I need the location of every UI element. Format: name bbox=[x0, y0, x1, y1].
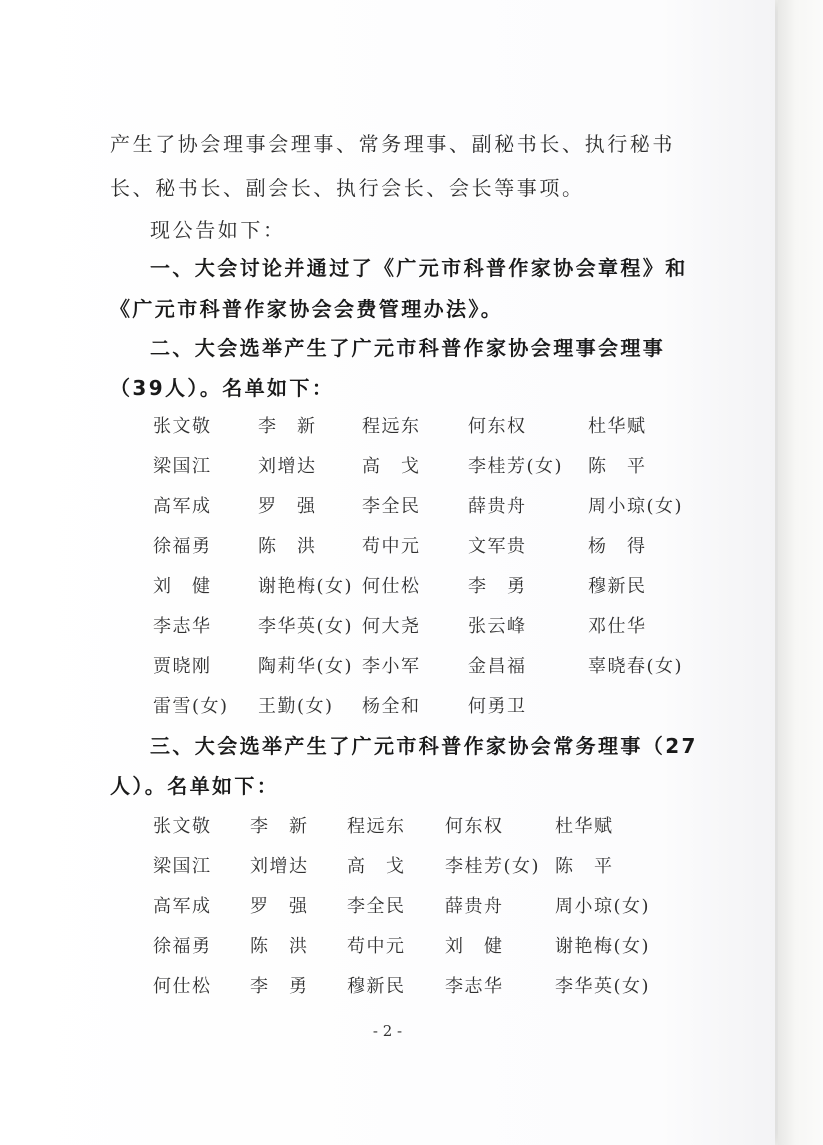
member-name: 高 戈 bbox=[347, 856, 406, 877]
member-name: 李志华 bbox=[445, 976, 504, 997]
section3-heading-line-2: 人）。名单如下： bbox=[110, 774, 280, 798]
member-name: 陈 洪 bbox=[250, 936, 309, 957]
member-name: 杨 得 bbox=[588, 536, 647, 557]
member-name: 金昌福 bbox=[468, 656, 527, 677]
section3-heading-line-1: 三、大会选举产生了广元市科普作家协会常务理事（27 bbox=[150, 734, 698, 758]
member-name: 谢艳梅(女) bbox=[258, 576, 354, 597]
member-name: 程远东 bbox=[362, 416, 421, 437]
member-name: 陈 洪 bbox=[258, 536, 317, 557]
member-name: 张文敬 bbox=[153, 416, 212, 437]
member-name: 陈 平 bbox=[588, 456, 647, 477]
section1-heading-line-1: 一、大会讨论并通过了《广元市科普作家协会章程》和 bbox=[150, 256, 688, 280]
member-name: 徐福勇 bbox=[153, 936, 212, 957]
member-name: 高军成 bbox=[153, 496, 212, 517]
member-name: 苟中元 bbox=[347, 936, 406, 957]
section2-heading-line-2: （39人）。名单如下： bbox=[110, 376, 335, 400]
member-name: 梁国江 bbox=[153, 856, 212, 877]
section1-heading-line-2: 《广元市科普作家协会会费管理办法》。 bbox=[110, 297, 504, 321]
member-name: 李全民 bbox=[347, 896, 406, 917]
member-name: 李小军 bbox=[362, 656, 421, 677]
member-name: 薛贵舟 bbox=[445, 896, 504, 917]
member-name: 罗 强 bbox=[258, 496, 317, 517]
member-name: 刘 健 bbox=[153, 576, 212, 597]
member-name: 周小琼(女) bbox=[555, 896, 651, 917]
member-name: 李桂芳(女) bbox=[445, 856, 541, 877]
member-name: 李 新 bbox=[258, 416, 317, 437]
member-name: 辜晓春(女) bbox=[588, 656, 684, 677]
member-name: 李 新 bbox=[250, 816, 309, 837]
member-name: 雷雪(女) bbox=[153, 696, 229, 717]
member-name: 穆新民 bbox=[588, 576, 647, 597]
member-name: 罗 强 bbox=[250, 896, 309, 917]
member-name: 程远东 bbox=[347, 816, 406, 837]
member-name: 杜华赋 bbox=[588, 416, 647, 437]
member-name: 穆新民 bbox=[347, 976, 406, 997]
member-name: 周小琼(女) bbox=[588, 496, 684, 517]
member-name: 薛贵舟 bbox=[468, 496, 527, 517]
member-name: 何仕松 bbox=[153, 976, 212, 997]
section2-heading-line-1: 二、大会选举产生了广元市科普作家协会理事会理事 bbox=[150, 336, 666, 360]
announcement-line: 现公告如下： bbox=[150, 218, 286, 242]
member-name: 李华英(女) bbox=[258, 616, 354, 637]
member-name: 张云峰 bbox=[468, 616, 527, 637]
member-name: 何东权 bbox=[445, 816, 504, 837]
member-name: 杜华赋 bbox=[555, 816, 614, 837]
intro-line-1: 产生了协会理事会理事、常务理事、副秘书长、执行秘书 bbox=[110, 132, 675, 156]
member-name: 何大尧 bbox=[362, 616, 421, 637]
member-name: 何勇卫 bbox=[468, 696, 527, 717]
member-name: 邓仕华 bbox=[588, 616, 647, 637]
member-name: 李华英(女) bbox=[555, 976, 651, 997]
member-name: 刘增达 bbox=[250, 856, 309, 877]
member-name: 何东权 bbox=[468, 416, 527, 437]
member-name: 张文敬 bbox=[153, 816, 212, 837]
member-name: 文军贵 bbox=[468, 536, 527, 557]
member-name: 高军成 bbox=[153, 896, 212, 917]
member-name: 谢艳梅(女) bbox=[555, 936, 651, 957]
member-name: 李 勇 bbox=[250, 976, 309, 997]
member-name: 梁国江 bbox=[153, 456, 212, 477]
member-name: 李全民 bbox=[362, 496, 421, 517]
member-name: 何仕松 bbox=[362, 576, 421, 597]
member-name: 陶莉华(女) bbox=[258, 656, 354, 677]
member-name: 李 勇 bbox=[468, 576, 527, 597]
member-name: 刘 健 bbox=[445, 936, 504, 957]
member-name: 李志华 bbox=[153, 616, 212, 637]
member-name: 苟中元 bbox=[362, 536, 421, 557]
member-name: 刘增达 bbox=[258, 456, 317, 477]
member-name: 徐福勇 bbox=[153, 536, 212, 557]
member-name: 贾晓刚 bbox=[153, 656, 212, 677]
member-name: 陈 平 bbox=[555, 856, 614, 877]
scan-background-edge bbox=[778, 0, 823, 1145]
intro-line-2: 长、秘书长、副会长、执行会长、会长等事项。 bbox=[110, 176, 585, 200]
page-number: - 2 - bbox=[372, 1022, 403, 1040]
member-name: 李桂芳(女) bbox=[468, 456, 564, 477]
member-name: 高 戈 bbox=[362, 456, 421, 477]
member-name: 杨全和 bbox=[362, 696, 421, 717]
member-name: 王勤(女) bbox=[258, 696, 334, 717]
